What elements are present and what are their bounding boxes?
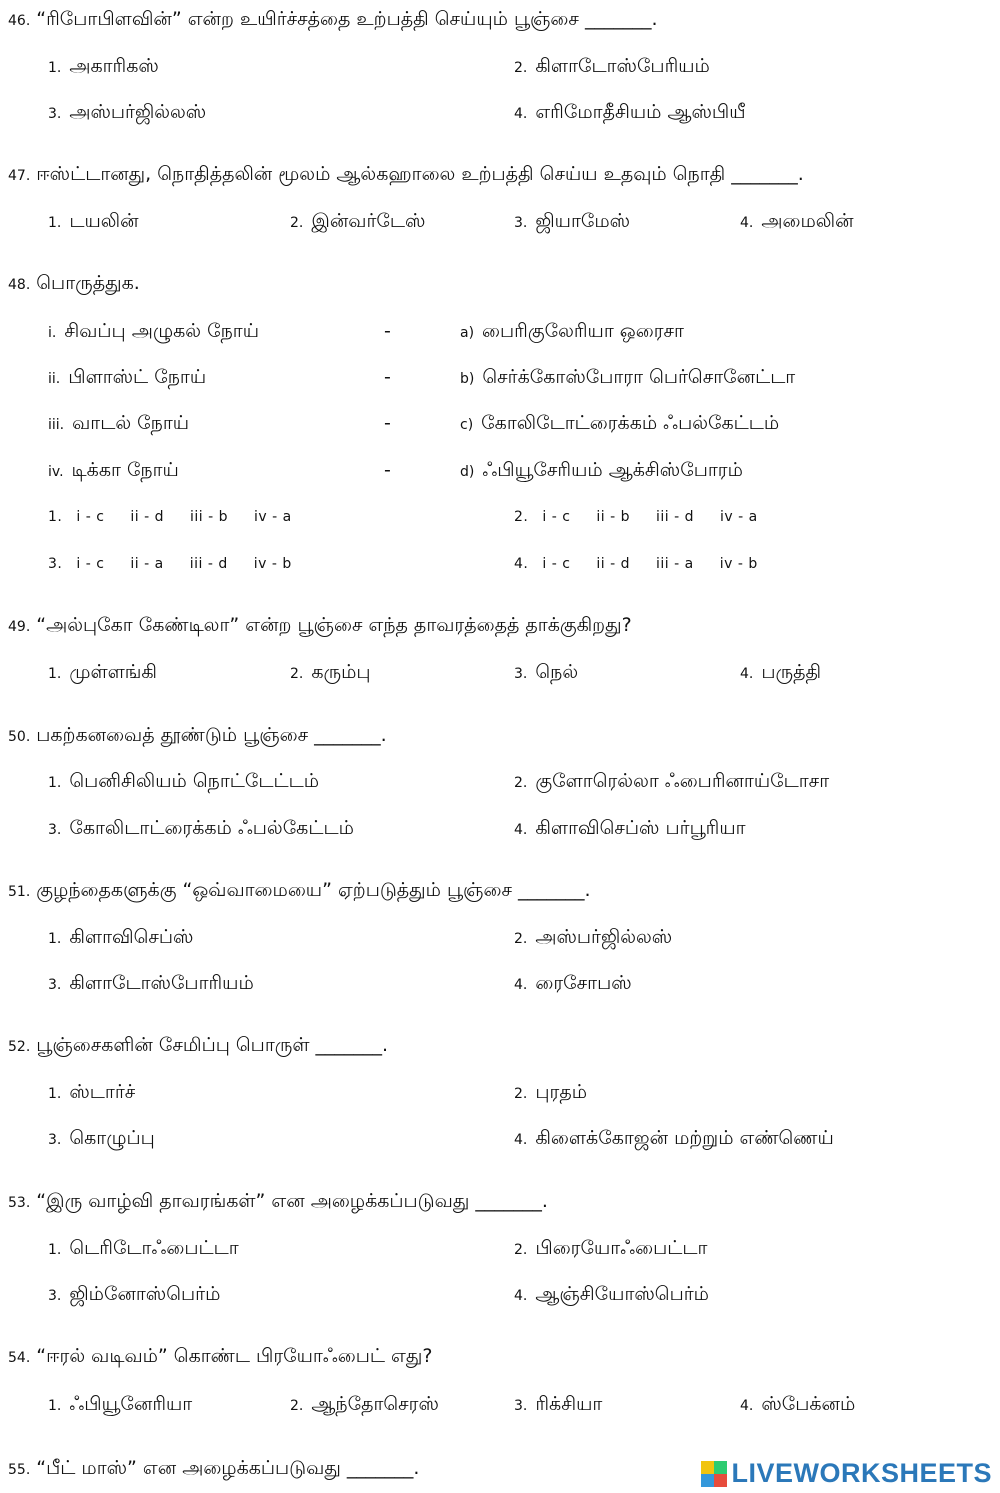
option-50-1[interactable]: 1. பெனிசிலியம் நொட்டேட்டம் [48,770,320,792]
question-text: “இரு வாழ்வி தாவரங்கள்” என அழைக்கப்படுவது _______. [36,1190,548,1212]
question-54 [8,1345,432,1370]
match-right-c: c) கோலிடோட்ரைக்கம் ஃபல்கேட்டம் [460,412,780,434]
liveworksheets-watermark [701,1458,992,1489]
question-text: “ரிபோபிளவின்” என்ற உயிர்ச்சத்தை உற்பத்தி செய்யும் பூஞ்சை _______. [36,8,658,30]
question-text: ஈஸ்ட்டானது, நொதித்தலின் மூலம் ஆல்கஹாலை உற்பத்தி செய்ய உதவும் நொதி _______. [36,163,804,185]
option-49-4[interactable]: 4. பருத்தி [740,661,822,683]
question-text: பொருத்துக. [36,272,140,294]
question-46 [8,8,658,33]
question-text: குழந்தைகளுக்கு “ஒவ்வாமையை” ஏற்படுத்தும் பூஞ்சை _______. [36,879,591,901]
match-separator: - [384,459,391,481]
option-49-1[interactable]: 1. முள்ளங்கி [48,661,157,683]
option-46-1[interactable]: 1. அகாரிகஸ் [48,55,159,77]
match-left-i: i. சிவப்பு அழுகல் நோய் [48,320,260,342]
option-50-4[interactable]: 4. கிளாவிசெப்ஸ் பர்பூரியா [514,817,746,839]
match-separator: - [384,412,391,434]
liveworksheets-logo-icon [701,1461,727,1487]
option-46-3[interactable]: 3. அஸ்பர்ஜில்லஸ் [48,101,207,123]
question-number: 53. [8,1195,31,1211]
watermark-text: LIVEWORKSHEETS [731,1458,992,1488]
match-right-b: b) செர்க்கோஸ்போரா பெர்சொனேட்டா [460,366,796,388]
option-49-2[interactable]: 2. கரும்பு [290,661,371,683]
question-51 [8,879,591,904]
question-number: 54. [8,1350,31,1366]
question-number: 52. [8,1039,31,1055]
option-53-4[interactable]: 4. ஆஞ்சியோஸ்பெர்ம் [514,1283,709,1305]
option-53-3[interactable]: 3. ஜிம்னோஸ்பெர்ம் [48,1283,221,1305]
option-54-4[interactable]: 4. ஸ்பேக்னம் [740,1393,856,1415]
option-52-1[interactable]: 1. ஸ்டார்ச் [48,1081,136,1103]
match-separator: - [384,320,391,342]
question-49 [8,614,632,639]
option-51-4[interactable]: 4. ரைசோபஸ் [514,972,632,994]
match-left-iv: iv. டிக்கா நோய் [48,459,179,481]
question-53 [8,1190,548,1215]
match-left-ii: ii. பிளாஸ்ட் நோய் [48,366,207,388]
option-46-4[interactable]: 4. எரிமோதீசியம் ஆஸ்பியீ [514,101,746,123]
match-right-a: a) பைரிகுலேரியா ஒரைசா [460,320,684,342]
option-54-2[interactable]: 2. ஆந்தோசெரஸ் [290,1393,439,1415]
option-52-3[interactable]: 3. கொழுப்பு [48,1127,155,1149]
question-text: “அல்புகோ கேண்டிலா” என்ற பூஞ்சை எந்த தாவரத்தைத் தாக்குகிறது? [36,614,632,636]
match-right-d: d) ஃபியூசேரியம் ஆக்சிஸ்போரம் [460,459,743,481]
option-47-3[interactable]: 3. ஜியாமேஸ் [514,210,631,232]
option-51-1[interactable]: 1. கிளாவிசெப்ஸ் [48,926,194,948]
option-50-2[interactable]: 2. குளோரெல்லா ஃபைரினாய்டோசா [514,770,830,792]
question-47 [8,163,804,188]
question-number: 47. [8,168,31,184]
option-52-4[interactable]: 4. கிளைக்கோஜன் மற்றும் எண்ணெய் [514,1127,834,1149]
option-54-3[interactable]: 3. ரிக்சியா [514,1393,603,1415]
option-51-2[interactable]: 2. அஸ்பர்ஜில்லஸ் [514,926,673,948]
option-53-1[interactable]: 1. டெரிடோஃபைட்டா [48,1237,239,1259]
question-text: “ஈரல் வடிவம்” கொண்ட பிரயோஃபைட் எது? [36,1345,433,1367]
question-52 [8,1034,388,1059]
option-48-2[interactable]: 2. i - c ii - b iii - d iv - a [514,509,758,525]
question-number: 51. [8,884,31,900]
question-text: “பீட் மாஸ்” என அழைக்கப்படுவது _______. [36,1457,420,1479]
option-47-4[interactable]: 4. அமைலின் [740,210,854,232]
option-52-2[interactable]: 2. புரதம் [514,1081,587,1103]
option-50-3[interactable]: 3. கோலிடாட்ரைக்கம் ஃபல்கேட்டம் [48,817,354,839]
question-50 [8,724,387,749]
option-47-1[interactable]: 1. டயலின் [48,210,139,232]
option-53-2[interactable]: 2. பிரையோஃபைட்டா [514,1237,708,1259]
question-number: 46. [8,13,31,29]
option-49-3[interactable]: 3. நெல் [514,661,579,683]
question-text: பகற்கனவைத் தூண்டும் பூஞ்சை _______. [36,724,387,746]
option-48-3[interactable]: 3. i - c ii - a iii - d iv - b [48,556,292,572]
option-51-3[interactable]: 3. கிளாடோஸ்போரியம் [48,972,254,994]
option-48-4[interactable]: 4. i - c ii - d iii - a iv - b [514,556,758,572]
option-46-2[interactable]: 2. கிளாடோஸ்பேரியம் [514,55,710,77]
option-48-1[interactable]: 1. i - c ii - d iii - b iv - a [48,509,292,525]
question-text: பூஞ்சைகளின் சேமிப்பு பொருள் _______. [36,1034,389,1056]
question-55 [8,1457,419,1482]
question-48 [8,272,140,297]
question-number: 48. [8,277,31,293]
question-number: 55. [8,1462,31,1478]
question-number: 50. [8,729,31,745]
match-left-iii: iii. வாடல் நோய் [48,412,190,434]
question-number: 49. [8,619,31,635]
match-separator: - [384,366,391,388]
option-47-2[interactable]: 2. இன்வர்டேஸ் [290,210,426,232]
option-54-1[interactable]: 1. ஃபியூனேரியா [48,1393,193,1415]
